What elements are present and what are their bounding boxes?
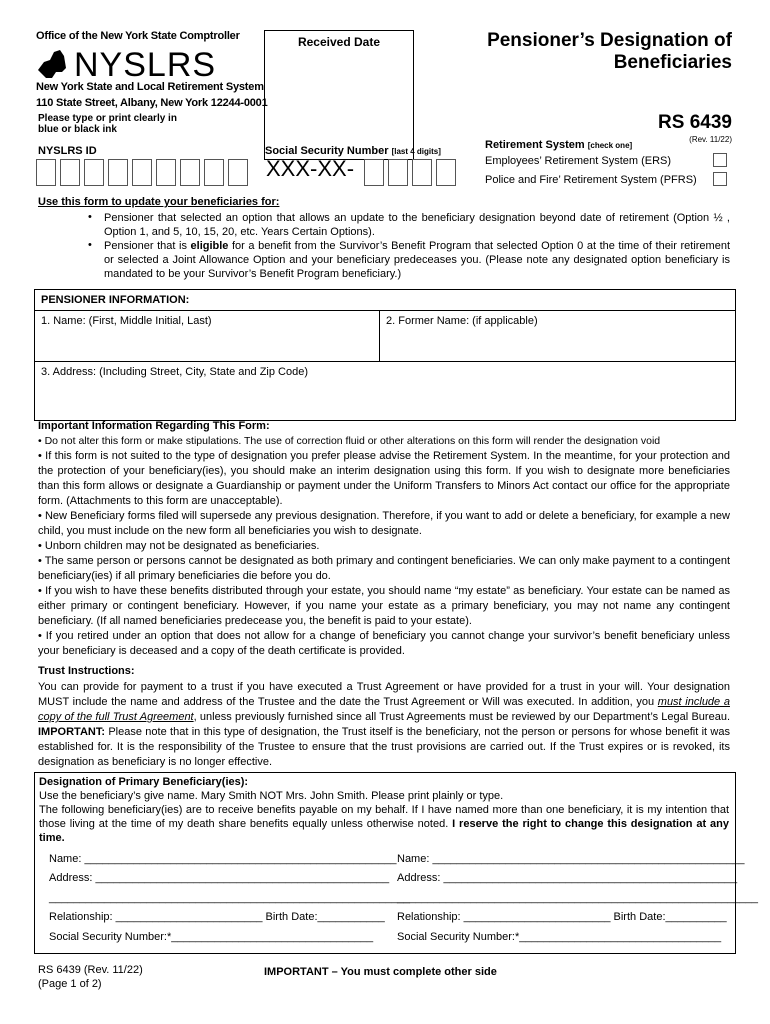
id-digit-box[interactable] [228,159,248,186]
trust-body: You can provide for payment to a trust if you have executed a Trust Agreement or have provided for a trust in your will. Your designation MUST include the name and address of the Trustee and the date the Trust Agreement or Will was executed. In addition, you must include a copy of the full Trust Agreement, unless previously furnished since all Trust Agreements must be reviewed by our Department’s Legal Bureau. IMPORTANT: Please note that in this type of designation, the Trust itself is the beneficiary, not the person or persons for whose benefit it was established for. It is the responsibility of the Trustee to ensure that the trust provisions are carried out. If the Trust expires or is revoked, its designation as beneficiary is no longer effective. [38,681,730,768]
instruction-note: Please type or print clearly in blue or black ink [38,113,177,135]
beneficiary1-relationship-field[interactable]: Relationship: ________________________ Birth Date:___________ [49,911,385,923]
nyslrs-id-label: NYSLRS ID [38,145,97,157]
ers-checkbox[interactable] [713,153,727,167]
ssn-last4-input[interactable] [364,159,460,186]
ssn-digit-box[interactable] [436,159,456,186]
ssn-digit-box[interactable] [388,159,408,186]
footer-important-note: IMPORTANT – You must complete other side [264,966,497,978]
ssn-label-text: Social Security Number [265,145,389,157]
name-row [35,311,735,362]
id-digit-box[interactable] [108,159,128,186]
name-label: 1. Name: (First, Middle Initial, Last) [41,315,212,327]
pfrs-checkbox[interactable] [713,172,727,186]
former-name-field[interactable] [380,311,735,361]
beneficiary1-address-field[interactable]: Address: ________________________________________________ [49,872,390,884]
beneficiary1-name-field[interactable]: Name: ___________________________________________________ [49,853,397,865]
pensioner-info-table [34,289,736,421]
nyslrs-logo [36,48,236,84]
address-label: 3. Address: (Including Street, City, State and Zip Code) [41,366,308,378]
beneficiary2-address-field[interactable]: Address: ________________________________________________ [397,872,738,884]
info-item: • If you wish to have these benefits distributed through your estate, you should name “my estate” as beneficiary. Your estate can be named as either primary or contingent beneficiary. However, if you name your estate as a primary beneficiary, you may not name any contingent beneficiary. (If all named beneficiaries predecease you, the benefit is paid to your estate). [38,585,730,627]
address-field[interactable] [35,362,735,420]
former-name-label: 2. Former Name: (if applicable) [386,315,538,327]
footer-form-number: RS 6439 (Rev. 11/22) [38,964,143,976]
form-revision: (Rev. 11/22) [689,135,732,144]
id-digit-box[interactable] [84,159,104,186]
primary-instructions [39,775,729,845]
pensioner-heading: PENSIONER INFORMATION: [41,294,190,306]
ssn-prefix: XXX-XX- [266,156,355,181]
received-date-label: Received Date [297,35,381,49]
trust-heading: Trust Instructions: [38,665,135,677]
info-item: • If you retired under an option that does not allow for a change of beneficiary you cannot change your survivor’s benefit beneficiary unless your beneficiary is deceased and a copy of the death certificate is provided. [38,630,730,657]
info-item: • Do not alter this form or make stipulations. The use of correction fluid or other alterations on this form will render the designation void [38,435,661,447]
primary-heading: Designation of Primary Beneficiary(ies): [39,776,249,788]
primary-line-2: The following beneficiary(ies) are to receive benefits payable on my behalf. If I have named more than one beneficiary, it is my intention that those living at the time of my death share benefits equally unless otherwise noted. I reserve the right to change this designation at any time. [39,804,730,844]
id-digit-box[interactable] [36,159,56,186]
logo-word: NYSLRS [74,46,217,84]
name-field[interactable] [35,311,380,361]
ssn-hint: [last 4 digits] [391,147,441,156]
id-digit-box[interactable] [156,159,176,186]
form-number: RS 6439 [658,112,732,133]
info-item: • The same person or persons cannot be designated as both primary and contingent beneficiaries. We can only make payment to a contingent beneficiary(ies) if all primary beneficiaries die before you do. [38,555,730,582]
intro-bullet-2: Pensioner that is eligible for a benefit from the Survivor’s Benefit Program that selected Option 0 at the time of their retirement or selected a Joint Allowance Option and your beneficiary predeceases you. (Please note any designated option beneficiary is mandated to be your Survivor’s Benefit Program beneficiary.) [104,240,730,280]
retirement-hint: [check one] [587,141,633,150]
option-pfrs-label: Police and Fire’ Retirement System (PFRS) [485,174,697,186]
bullet-dot: • [88,239,92,251]
primary-beneficiary-section [34,772,758,954]
received-date-box [264,30,414,160]
beneficiary2-relationship-field[interactable]: Relationship: ________________________ Birth Date:__________ [397,911,727,923]
id-digit-box[interactable] [180,159,200,186]
id-digit-box[interactable] [204,159,224,186]
id-digit-box[interactable] [132,159,152,186]
primary-line-1: Use the beneficiary’s give name. Mary Smith NOT Mrs. John Smith. Please print plainly or type. [39,790,504,802]
pensioner-heading-row [35,290,735,311]
intro-heading: Use this form to update your beneficiaries for: [38,196,280,208]
id-digit-box[interactable] [60,159,80,186]
form-title [440,30,732,74]
office-line: Office of the New York State Comptroller [36,30,240,42]
important-info-list [38,434,730,659]
bullet-dot: • [88,211,92,223]
info-item: • New Beneficiary forms filed will supersede any previous designation. Therefore, if you want to add or delete a beneficiary, for example a new child, you must include on the new form all beneficiaries you wish to designate. [38,510,730,537]
option-ers-label: Employees’ Retirement System (ERS) [485,155,672,167]
info-item: • If this form is not suited to the type of designation you prefer please advise the Retirement System. In the meantime, for your protection and the protection of your beneficiary(ies), you should make an interim designation using this form. If you wish to designate more beneficiaries than this form allows or designate a Guardianship or payment under the Uniform Transfers to Minors Act contact our office for the appropriate form. (Attachments to this form are unacceptable). [38,450,730,507]
beneficiary2-name-field[interactable]: Name: ___________________________________________________ [397,853,745,865]
intro-bullet-1: Pensioner that selected an option that allows an update to the beneficiary designation beyond date of retirement (Option ½ , Option 1, and 5, 10, 15, 20, etc. Years Certain Options). [104,212,730,238]
system-name: New York State and Local Retirement System [36,81,264,93]
ssn-digit-box[interactable] [364,159,384,186]
beneficiary2-ssn-field[interactable]: Social Security Number:*_________________________________ [397,931,722,943]
footer-form-info [38,963,143,991]
title-line-2: Beneficiaries [613,52,732,73]
important-info-heading: Important Information Regarding This Form: [38,420,270,432]
footer-page-number: (Page 1 of 2) [38,978,102,990]
retirement-label-text: Retirement System [485,139,585,151]
beneficiary2-address-line2[interactable]: ___________________________________________________________ [397,892,758,904]
ssn-digit-box[interactable] [412,159,432,186]
beneficiary1-ssn-field[interactable]: Social Security Number:*_________________________________ [49,931,374,943]
retirement-system-label [485,139,632,151]
ny-state-silhouette-icon [36,48,72,82]
nyslrs-id-input[interactable] [36,159,252,186]
info-item: • Unborn children may not be designated as beneficiaries. [38,540,320,552]
title-line-1: Pensioner’s Designation of [487,30,732,51]
office-address: 110 State Street, Albany, New York 12244-0001 [36,97,268,109]
beneficiary1-address-line2[interactable]: ___________________________________________________________ [49,892,410,904]
